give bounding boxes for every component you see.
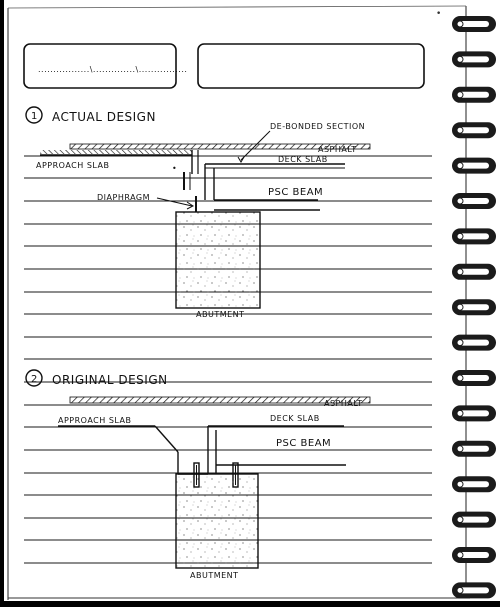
label-abutment: ABUTMENT	[190, 571, 239, 580]
spiral-ring-icon	[452, 16, 496, 32]
label-deck-slab: DECK SLAB	[270, 414, 320, 423]
spiral-ring-icon	[452, 264, 496, 280]
spiral-ring-icon	[452, 228, 496, 244]
spiral-ring-icon	[452, 582, 496, 598]
label-diaphragm: DIAPHRAGM	[97, 193, 150, 202]
label-psc-beam: PSC BEAM	[276, 438, 332, 449]
page-border-bottom	[0, 601, 500, 607]
svg-text:•: •	[436, 9, 442, 19]
spiral-ring-icon	[452, 405, 496, 421]
spiral-ring-icon	[452, 512, 496, 528]
label-approach-slab: APPROACH SLAB	[58, 416, 132, 425]
svg-text:•: •	[172, 164, 177, 173]
spiral-ring-icon	[452, 547, 496, 563]
spiral-ring-icon	[452, 122, 496, 138]
label-approach-slab: APPROACH SLAB	[36, 161, 110, 170]
spiral-ring-icon	[452, 158, 496, 174]
label-abutment: ABUTMENT	[196, 310, 245, 319]
section-number: 1	[31, 111, 38, 122]
section-heading: ORIGINAL DESIGN	[52, 373, 168, 387]
spiral-ring-icon	[452, 370, 496, 386]
approach-slab	[40, 150, 192, 154]
label-asphalt: ASPHALT	[318, 145, 357, 154]
page-border-left	[0, 0, 4, 607]
spiral-ring-icon	[452, 476, 496, 492]
section-heading: ACTUAL DESIGN	[52, 110, 156, 124]
spiral-ring-icon	[452, 193, 496, 209]
date-field: .................\..............\................	[38, 65, 188, 74]
label-asphalt: ASPHALT	[324, 399, 363, 408]
spiral-ring-icon	[452, 441, 496, 457]
label-psc-beam: PSC BEAM	[268, 187, 324, 198]
abutment	[176, 474, 258, 568]
label-debonded: DE-BONDED SECTION	[270, 122, 366, 131]
spiral-ring-icon	[452, 299, 496, 315]
spiral-ring-icon	[452, 335, 496, 351]
spiral-ring-icon	[452, 87, 496, 103]
abutment	[176, 212, 260, 308]
label-deck-slab: DECK SLAB	[278, 155, 328, 164]
spiral-ring-icon	[452, 51, 496, 67]
section-number: 2	[31, 374, 38, 385]
